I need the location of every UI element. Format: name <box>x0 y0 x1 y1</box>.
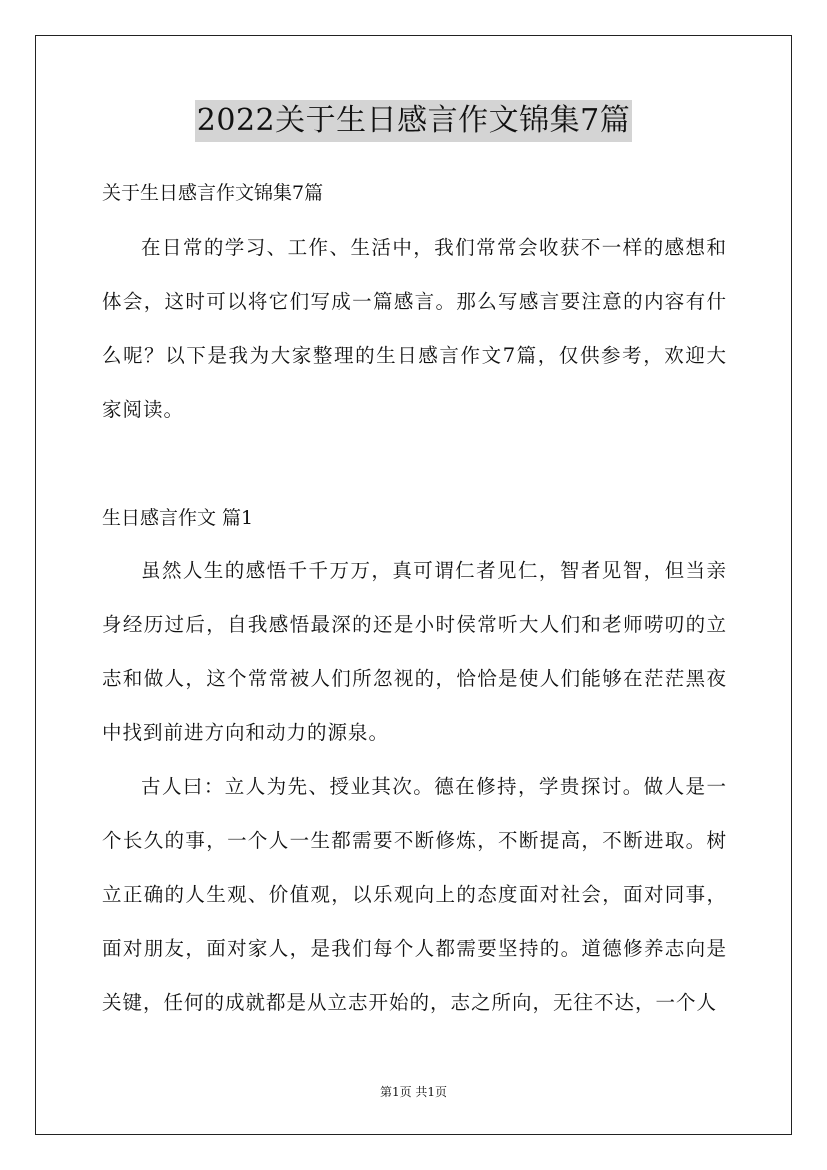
document-title: 2022关于生日感言作文锦集7篇 <box>195 100 632 142</box>
section-heading: 生日感言作文 篇1 <box>102 507 254 529</box>
body-paragraph-1: 虽然人生的感悟千千万万，真可谓仁者见仁，智者见智，但当亲身经历过后，自我感悟最深的还是小时侯常听大人们和老师唠叨的立志和做人，这个常常被人们所忽视的，恰恰是使人们能够在茫茫黑夜中找到前进方向和动力的源泉。 <box>102 559 727 744</box>
intro-paragraph: 在日常的学习、工作、生活中，我们常常会收获不一样的感想和体会，这时可以将它们写成一篇感言。那么写感言要注意的内容有什么呢？以下是我为大家整理的生日感言作文7篇，仅供参考，欢迎大家阅读。 <box>102 236 727 421</box>
document-subtitle: 关于生日感言作文锦集7篇 <box>102 182 324 204</box>
title-container <box>0 100 827 142</box>
page-number-footer: 第1页 共1页 <box>379 1085 448 1099</box>
body-paragraph-2: 古人曰：立人为先、授业其次。德在修持，学贵探讨。做人是一个长久的事，一个人一生都需要不断修炼，不断提高，不断进取。树立正确的人生观、价值观，以乐观向上的态度面对社会，面对同事，面对朋友，面对家人，是我们每个人都需要坚持的。道德修养志向是关键，任何的成就都是从立志开始的，志之所向，无往不达，一个人 <box>102 775 727 1014</box>
